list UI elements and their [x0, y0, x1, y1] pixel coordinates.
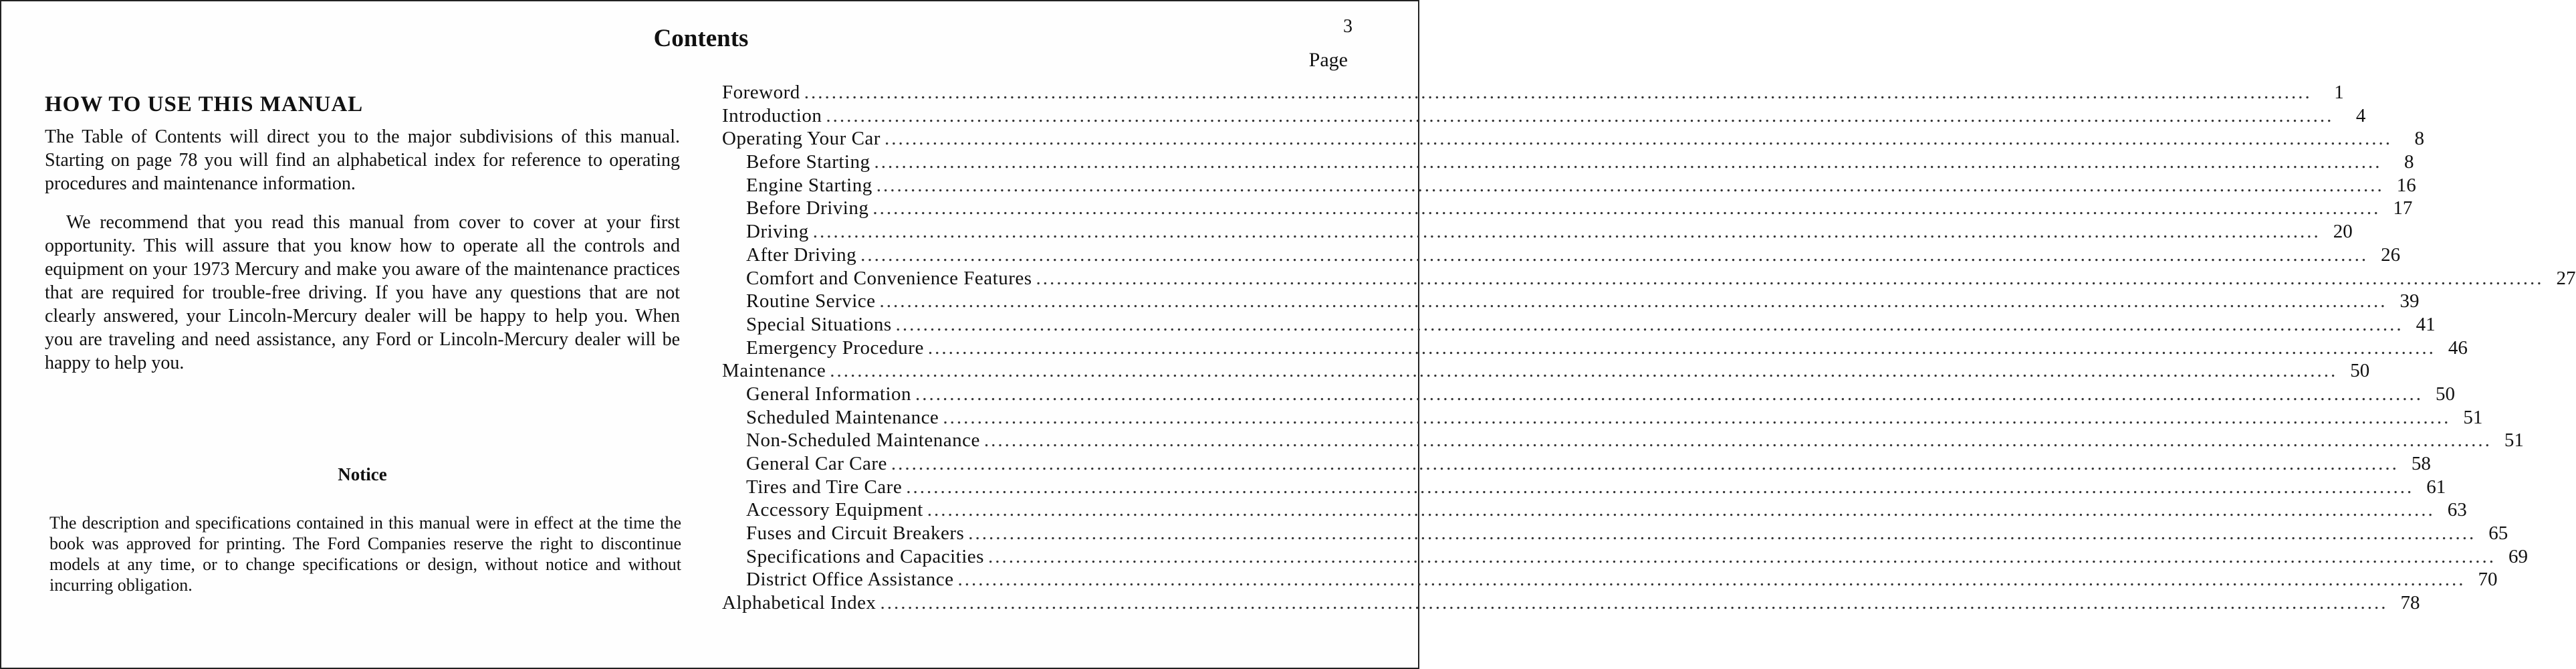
- toc-entry-page: 63: [2447, 499, 2467, 521]
- toc-leader-dots: ............................................................................................................................................................................................................................: [826, 104, 2334, 126]
- toc-entry: [722, 429, 2524, 453]
- toc-entry-label: Tires and Tire Care: [746, 476, 903, 498]
- section-heading: HOW TO USE THIS MANUAL: [45, 92, 364, 116]
- toc-entry-page: 51: [2504, 429, 2524, 452]
- toc-entry-label: General Information: [746, 383, 912, 405]
- toc-entry-label: District Office Assistance: [746, 569, 954, 591]
- toc-entry-page: 17: [2393, 197, 2413, 219]
- page-number: 3: [1343, 16, 1353, 37]
- toc-leader-dots: ............................................................................................................................................................................................................................: [1036, 267, 2544, 289]
- toc-entry: [722, 221, 2353, 244]
- toc-entry-label: Introduction: [722, 104, 822, 126]
- toc-entry: [722, 360, 2370, 383]
- toc-leader-dots: ............................................................................................................................................................................................................................: [879, 290, 2387, 312]
- toc-entry-page: 65: [2488, 522, 2508, 545]
- toc-entry: [722, 82, 2344, 105]
- toc-leader-dots: ............................................................................................................................................................................................................................: [927, 499, 2435, 521]
- toc-entry-label: Emergency Procedure: [746, 337, 924, 359]
- toc-leader-dots: ............................................................................................................................................................................................................................: [880, 592, 2388, 614]
- toc-entry: [722, 104, 2366, 128]
- toc-entry-page: 8: [2414, 128, 2424, 150]
- toc-entry-label: Maintenance: [722, 360, 826, 382]
- toc-entry-label: Before Driving: [746, 197, 869, 219]
- toc-leader-dots: ............................................................................................................................................................................................................................: [804, 82, 2312, 103]
- toc-entry: [722, 290, 2420, 314]
- page-column-header: Page: [1308, 49, 1348, 71]
- toc-entry-page: 20: [2333, 221, 2353, 243]
- toc-leader-dots: ............................................................................................................................................................................................................................: [968, 522, 2476, 545]
- toc-entry: [722, 244, 2401, 268]
- toc-entry-label: Operating Your Car: [722, 128, 881, 150]
- toc-entry-label: Fuses and Circuit Breakers: [746, 522, 965, 545]
- toc-leader-dots: ............................................................................................................................................................................................................................: [895, 313, 2404, 335]
- toc-entry-label: Specifications and Capacities: [746, 545, 984, 567]
- toc-entry: [722, 174, 2416, 198]
- toc-leader-dots: ............................................................................................................................................................................................................................: [812, 221, 2321, 243]
- how-to-use-section: [45, 92, 680, 390]
- toc-leader-dots: ............................................................................................................................................................................................................................: [906, 476, 2414, 498]
- toc-entry: [722, 313, 2436, 337]
- toc-entry: [722, 267, 2576, 291]
- toc-entry-label: Before Starting: [746, 151, 870, 173]
- toc-entry: [722, 128, 2424, 151]
- toc-leader-dots: ............................................................................................................................................................................................................................: [915, 383, 2424, 405]
- toc-leader-dots: ............................................................................................................................................................................................................................: [860, 244, 2369, 266]
- toc-entry-label: Alphabetical Index: [722, 592, 876, 614]
- toc-leader-dots: ............................................................................................................................................................................................................................: [983, 429, 2492, 452]
- toc-entry-page: 78: [2400, 592, 2420, 614]
- recommendation-paragraph: We recommend that you read this manual from cover to cover at your first opportunity. This will assure that you know how to operate all the controls and equipment on your 1973 Mercury and make you aware of the maintenance practices that are required for trouble-free driving. If you have any questions that are not clearly answered, your Lincoln-Mercury dealer will be happy to help you. When you are traveling and need assistance, any Ford or Lincoln-Mercury dealer will be happy to help you.: [45, 212, 680, 373]
- toc-entry-page: 16: [2396, 174, 2416, 196]
- toc-entry-label: Comfort and Convenience Features: [746, 267, 1032, 289]
- toc-entry-label: After Driving: [746, 244, 857, 266]
- toc-entry-page: 51: [2463, 406, 2483, 428]
- toc-entry-label: Foreword: [722, 82, 800, 103]
- toc-entry-label: Engine Starting: [746, 174, 872, 196]
- toc-entry: [722, 151, 2414, 175]
- toc-entry-page: 41: [2416, 313, 2436, 335]
- toc-entry-page: 1: [2334, 82, 2344, 103]
- toc-leader-dots: ............................................................................................................................................................................................................................: [987, 545, 2496, 567]
- toc-leader-dots: ............................................................................................................................................................................................................................: [884, 128, 2392, 150]
- toc-leader-dots: ............................................................................................................................................................................................................................: [830, 360, 2338, 382]
- toc-entry-label: Non-Scheduled Maintenance: [746, 429, 980, 452]
- toc-entry-label: Routine Service: [746, 290, 876, 312]
- toc-entry-page: 27: [2556, 267, 2576, 289]
- toc-entry: [722, 476, 2446, 500]
- toc-entry-page: 26: [2381, 244, 2401, 266]
- table-of-contents: [722, 82, 2576, 615]
- notice-heading: Notice: [338, 464, 387, 484]
- toc-entry: [722, 592, 2420, 615]
- toc-entry: [722, 522, 2508, 546]
- toc-leader-dots: ............................................................................................................................................................................................................................: [957, 569, 2466, 591]
- toc-leader-dots: ............................................................................................................................................................................................................................: [876, 174, 2384, 196]
- toc-leader-dots: ............................................................................................................................................................................................................................: [872, 197, 2381, 219]
- toc-leader-dots: ............................................................................................................................................................................................................................: [874, 151, 2382, 173]
- notice-paragraph: The description and specifications contained in this manual were in effect at the time the book was approved for printing. The Ford Companies reserve the right to discontinue models at any time, or to change specifications or design, without notice and without incurring obligation.: [49, 513, 681, 595]
- toc-leader-dots: ............................................................................................................................................................................................................................: [927, 337, 2436, 359]
- toc-entry-label: Scheduled Maintenance: [746, 406, 939, 428]
- toc-leader-dots: ............................................................................................................................................................................................................................: [943, 406, 2451, 428]
- toc-entry-label: Accessory Equipment: [746, 499, 923, 521]
- toc-entry-page: 70: [2478, 569, 2498, 591]
- intro-paragraph: The Table of Contents will direct you to the major subdivisions of this manual. Starting on page 78 you will find an alphabetical index for reference to operating procedures and maintenance information.: [45, 126, 680, 194]
- toc-entry: [722, 197, 2413, 221]
- toc-entry: [722, 499, 2467, 522]
- toc-entry: [722, 569, 2498, 592]
- toc-entry-page: 50: [2350, 360, 2370, 382]
- toc-entry-page: 39: [2399, 290, 2420, 312]
- toc-entry: [722, 453, 2431, 476]
- toc-entry-page: 58: [2411, 453, 2431, 474]
- toc-entry-page: 50: [2436, 383, 2456, 405]
- page-title: Contents: [653, 25, 749, 52]
- toc-entry-page: 61: [2426, 476, 2446, 498]
- toc-leader-dots: ............................................................................................................................................................................................................................: [891, 453, 2399, 474]
- toc-entry-page: 46: [2448, 337, 2468, 359]
- toc-entry: [722, 406, 2483, 430]
- toc-entry-page: 69: [2508, 545, 2528, 567]
- toc-entry: [722, 545, 2528, 569]
- toc-entry-label: General Car Care: [746, 453, 887, 474]
- toc-entry-label: Special Situations: [746, 313, 892, 335]
- toc-entry-label: Driving: [746, 221, 809, 243]
- toc-entry: [722, 337, 2468, 361]
- toc-entry-page: 4: [2355, 104, 2366, 126]
- toc-entry: [722, 383, 2456, 407]
- toc-entry-page: 8: [2404, 151, 2414, 173]
